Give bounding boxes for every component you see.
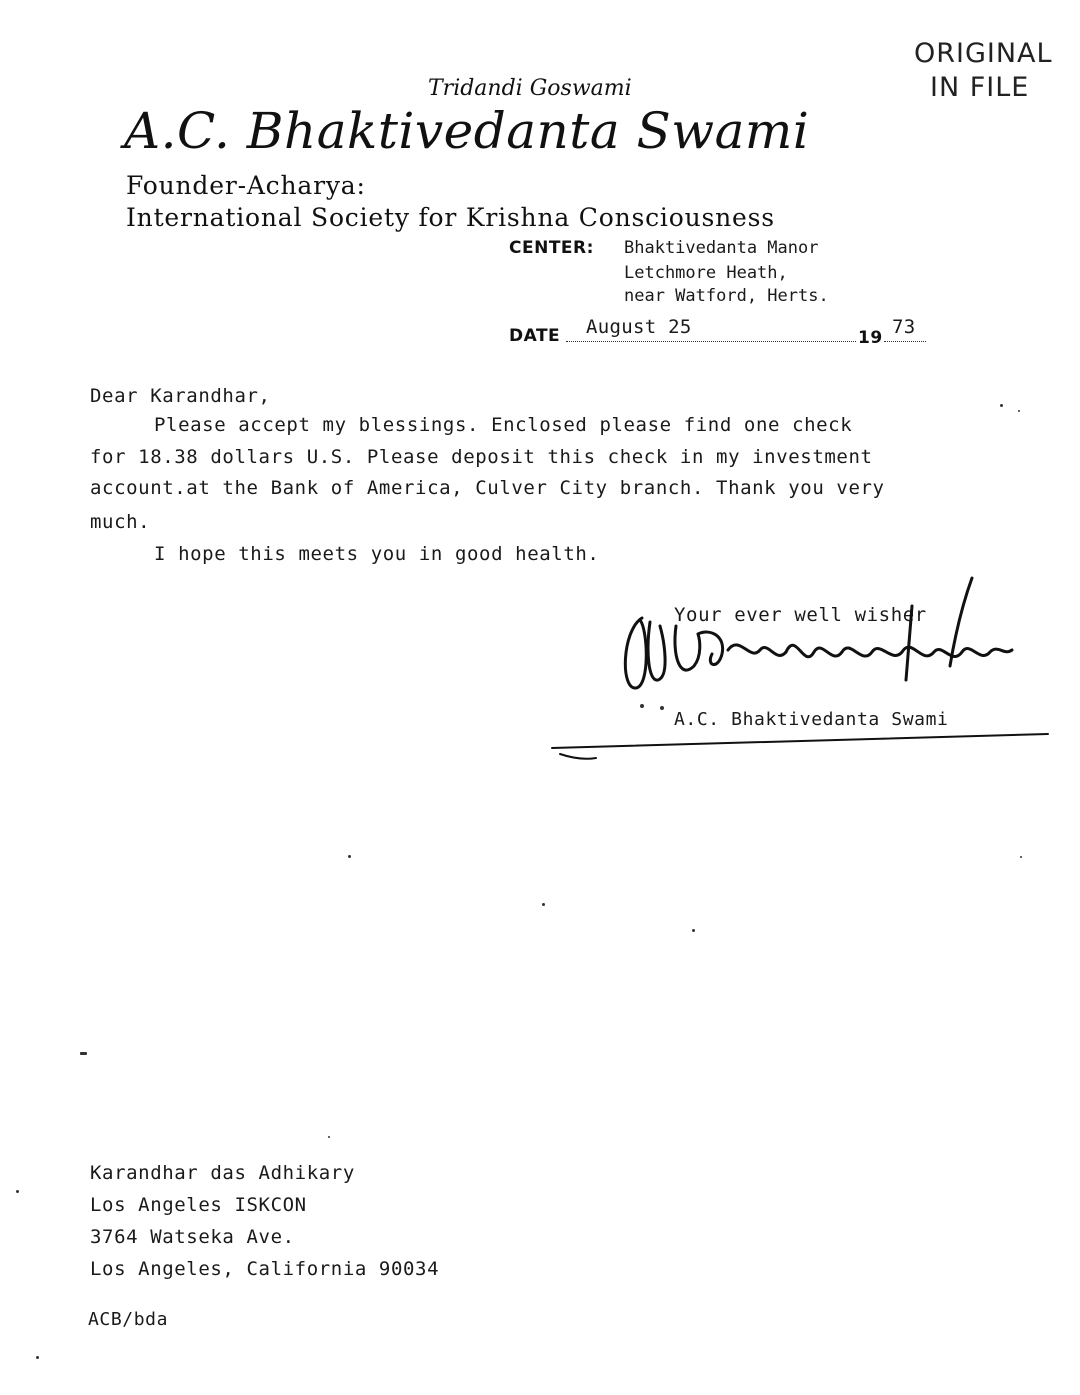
- society-name: International Society for Krishna Consciousness: [126, 203, 775, 232]
- recipient-line-2: Los Angeles ISKCON: [90, 1194, 307, 1216]
- center-label: CENTER:: [509, 238, 594, 258]
- stamp-line-1: ORIGINAL: [914, 38, 1053, 69]
- recipient-line-3: 3764 Watseka Ave.: [90, 1226, 295, 1248]
- salutation: Dear Karandhar,: [90, 385, 271, 407]
- signature-name: A.C. Bhaktivedanta Swami: [674, 709, 949, 730]
- stamp-line-2: IN FILE: [930, 72, 1030, 103]
- body-line-5: I hope this meets you in good health.: [154, 543, 600, 565]
- center-line-2: Letchmore Heath,: [624, 263, 788, 283]
- year-prefix: 19: [858, 328, 883, 348]
- founder-acharya-label: Founder-Acharya:: [126, 171, 366, 200]
- center-line-1: Bhaktivedanta Manor: [624, 238, 819, 258]
- body-line-2: for 18.38 dollars U.S. Please deposit this check in my investment: [90, 446, 873, 468]
- reference-initials: ACB/bda: [88, 1309, 169, 1330]
- body-line-1: Please accept my blessings. Enclosed please find one check: [154, 414, 853, 436]
- recipient-line-1: Karandhar das Adhikary: [90, 1162, 355, 1184]
- closing: Your ever well wisher: [674, 604, 927, 626]
- center-line-3: near Watford, Herts.: [624, 286, 829, 306]
- tridandi-goswami-title: Tridandi Goswami: [428, 76, 632, 101]
- date-value: August 25: [586, 316, 692, 338]
- year-value: 73: [892, 316, 916, 338]
- recipient-line-4: Los Angeles, California 90034: [90, 1258, 440, 1280]
- body-line-4: much.: [90, 511, 151, 533]
- date-label: DATE: [509, 326, 561, 346]
- letterhead-name: A.C. Bhaktivedanta Swami: [124, 102, 810, 160]
- body-line-3: account.at the Bank of America, Culver City branch. Thank you very: [90, 477, 885, 499]
